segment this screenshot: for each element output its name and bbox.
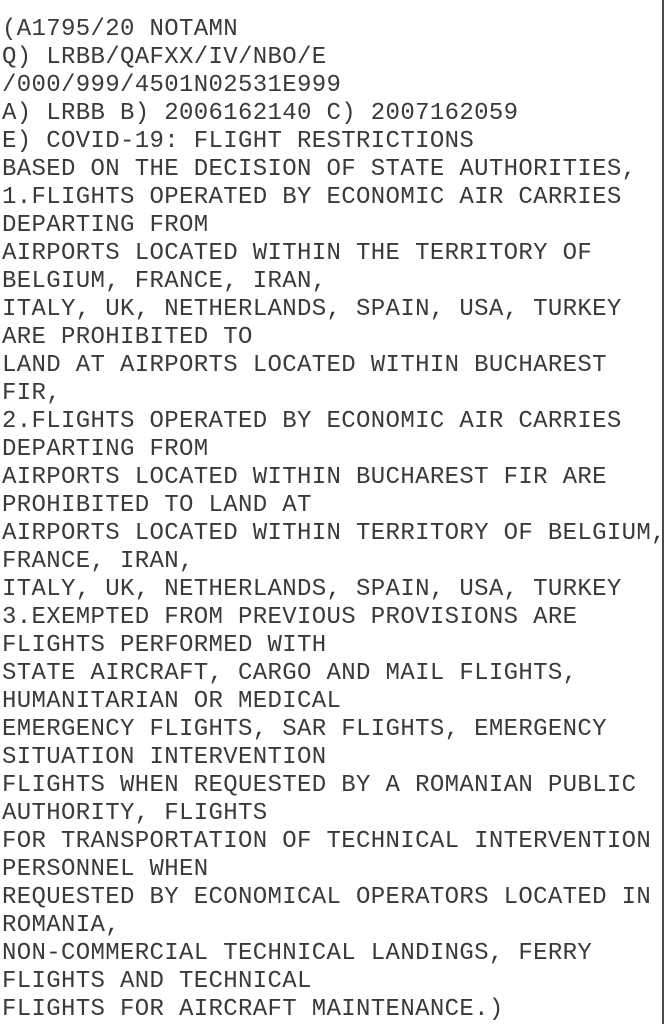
notam-line: BASED ON THE DECISION OF STATE AUTHORITIES, [2,156,637,183]
notam-line: HUMANITARIAN OR MEDICAL [2,688,342,715]
notam-line: 2.FLIGHTS OPERATED BY ECONOMIC AIR CARRIES [2,408,622,435]
notam-line: Q) LRBB/QAFXX/IV/NBO/E [2,44,327,71]
notam-line: ITALY, UK, NETHERLANDS, SPAIN, USA, TURKEY [2,296,622,323]
notam-line: PROHIBITED TO LAND AT [2,492,312,519]
notam-line: DEPARTING FROM [2,436,209,463]
notam-line: FLIGHTS WHEN REQUESTED BY A ROMANIAN PUBLIC [2,772,637,799]
notam-line: BELGIUM, FRANCE, IRAN, [2,268,327,295]
notam-line: 3.EXEMPTED FROM PREVIOUS PROVISIONS ARE [2,604,578,631]
notam-line: FLIGHTS PERFORMED WITH [2,632,327,659]
notam-line: ROMANIA, [2,912,121,939]
notam-line: REQUESTED BY ECONOMICAL OPERATORS LOCATED IN [2,884,652,911]
notam-line: AIRPORTS LOCATED WITHIN BUCHAREST FIR ARE [2,464,607,491]
notam-line: /000/999/4501N02531E999 [2,72,342,99]
notam-line: LAND AT AIRPORTS LOCATED WITHIN BUCHAREST [2,352,607,379]
notam-line: SITUATION INTERVENTION [2,744,327,771]
notam-line: E) COVID-19: FLIGHT RESTRICTIONS [2,128,475,155]
notam-line: FLIGHTS FOR AIRCRAFT MAINTENANCE.) [2,996,504,1023]
notam-line: FIR, [2,380,62,407]
notam-line: ITALY, UK, NETHERLANDS, SPAIN, USA, TURKEY [2,576,622,603]
notam-line: AIRPORTS LOCATED WITHIN THE TERRITORY OF [2,240,593,267]
notam-line: FOR TRANSPORTATION OF TECHNICAL INTERVENTION [2,828,652,855]
notam-line: FLIGHTS AND TECHNICAL [2,968,312,995]
notam-line: FRANCE, IRAN, [2,548,194,575]
notam-line: NON-COMMERCIAL TECHNICAL LANDINGS, FERRY [2,940,593,967]
notam-line: (A1795/20 NOTAMN [2,16,239,43]
notam-line: 1.FLIGHTS OPERATED BY ECONOMIC AIR CARRIES [2,184,622,211]
notam-line: PERSONNEL WHEN [2,856,209,883]
notam-line: DEPARTING FROM [2,212,209,239]
notam-line: AIRPORTS LOCATED WITHIN TERRITORY OF BELGIUM, [2,520,666,547]
notam-line: AUTHORITY, FLIGHTS [2,800,268,827]
notam-line: ARE PROHIBITED TO [2,324,253,351]
notam-line: EMERGENCY FLIGHTS, SAR FLIGHTS, EMERGENCY [2,716,607,743]
notam-line: A) LRBB B) 2006162140 C) 2007162059 [2,100,519,127]
notam-line: STATE AIRCRAFT, CARGO AND MAIL FLIGHTS, [2,660,578,687]
